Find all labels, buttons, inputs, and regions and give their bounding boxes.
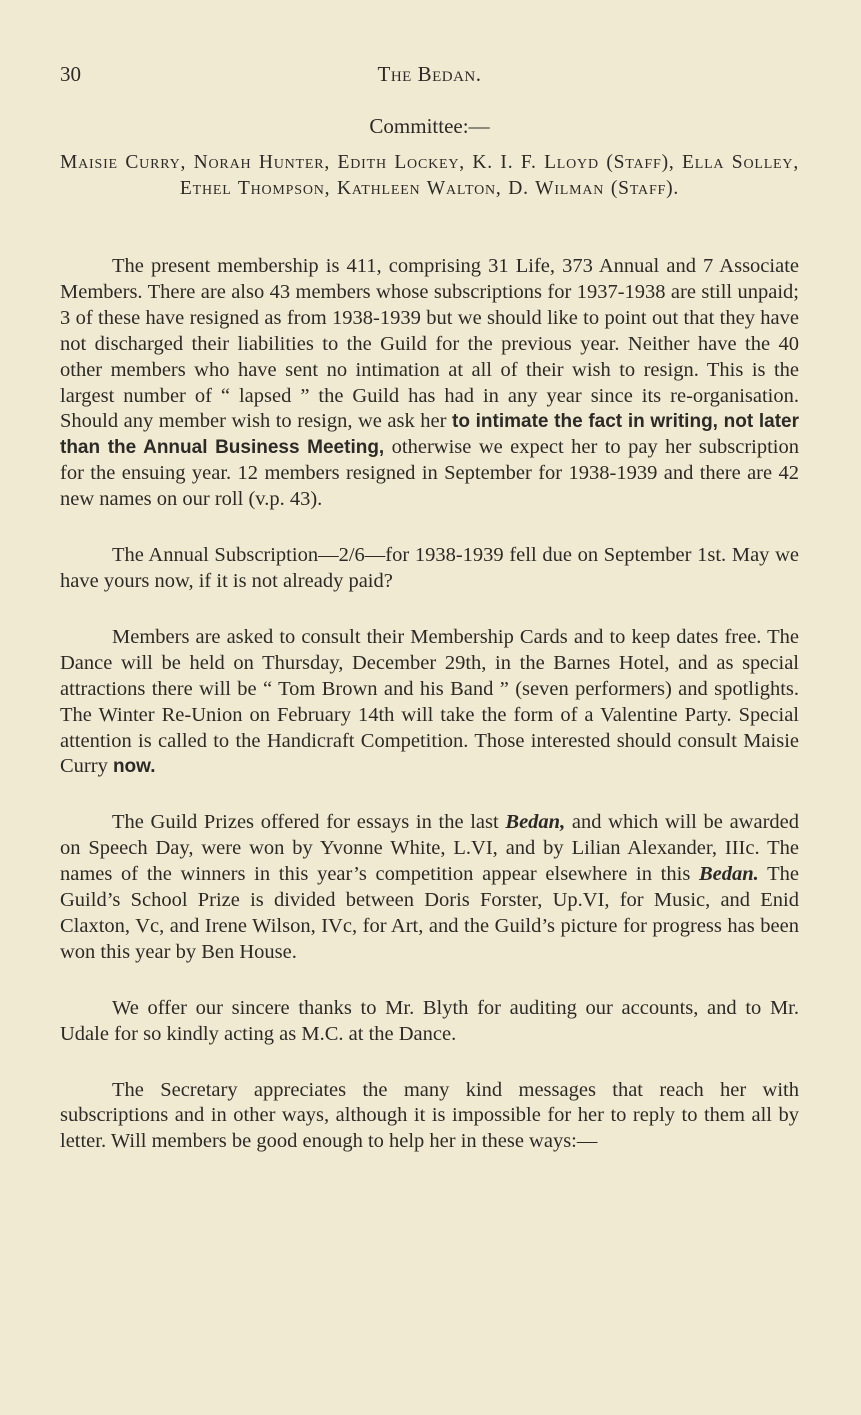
events-emphasis: now. <box>112 756 156 778</box>
page-number: 30 <box>60 62 81 86</box>
body-text <box>60 254 799 1185</box>
prizes-text: The Guild Prizes offered for essays in the last <box>112 811 499 834</box>
membership-emphasis: to intimate the fact in writing, not later than the Annual Business Meeting, <box>60 411 800 459</box>
page-header <box>60 62 799 92</box>
prizes-text-3: The Guild’s School Prize is divided between Doris Forster, Up.VI, for Music, and Enid Claxton, Vc, and Irene Wilson, IVc, for Art, and the Guild’s picture for progress has been won this year by Ben House. <box>60 863 799 963</box>
prizes-title-1: Bedan, <box>505 811 566 834</box>
committee-members-list: Maisie Curry, Norah Hunter, Edith Lockey, K. I. F. Lloyd (Staff), Ella Solley, Ethel Thompson, Kathleen Walton, D. Wilman (Staff). <box>60 152 799 199</box>
paragraph-membership <box>60 254 799 513</box>
paragraph-prizes <box>60 810 799 965</box>
prizes-title-2: Bedan. <box>698 863 759 886</box>
committee-heading: Committee:— <box>369 114 490 138</box>
prizes-text-2: and which will be awarded on Speech Day, were won by Yvonne White, L.VI, and by Lilian Alexander, IIIc. The names of the winners in this year’s competition appear elsewhere in this <box>60 811 799 886</box>
events-text: Members are asked to consult their Membership Cards and to keep dates free. The Dance will be held on Thursday, December 29th, in the Barnes Hotel, and as special attractions there will be “ Tom Brown and his Band ” (seven performers) and spotlights. The Winter Re-Union on February 14th will take the form of a Valentine Party. Special attention is called to the Handicraft Competition. Those interested should consult Maisie Curry <box>60 625 799 778</box>
running-title: The Bedan. <box>377 62 482 86</box>
paragraph-events <box>60 625 799 780</box>
paragraph-subscription: The Annual Subscription—2/6—for 1938-1939 fell due on September 1st. May we have yours now, if it is not already paid? <box>60 544 799 592</box>
paragraph-thanks: We offer our sincere thanks to Mr. Blyth for auditing our accounts, and to Mr. Udale for so kindly acting as M.C. at the Dance. <box>60 996 799 1045</box>
membership-text: The present membership is 411, comprising 31 Life, 373 Annual and 7 Associate Members. There are also 43 members whose subscriptions for 1937-1938 are still unpaid; 3 of these have resigned as from 1938-1939 but we should like to point out that they have not discharged their liabilities to the Guild for the previous year. Neither have the 40 other members who have sent no intimation at all of their wish to resign. This is the largest number of “ lapsed ” the Guild has had in any year since its re-organisation. Should any member wish to resign, we ask her <box>60 255 799 433</box>
paragraph-secretary: The Secretary appreciates the many kind messages that reach her with subscriptions and in other ways, although it is impossible for her to reply to them all by letter. Will members be good enough to help her in these ways:— <box>60 1078 799 1153</box>
membership-text-end: otherwise we expect her to pay her subscription for the ensuing year. 12 members resigned in September for 1938-1939 and there are 42 new names on our roll (v.p. 43). <box>60 436 799 511</box>
